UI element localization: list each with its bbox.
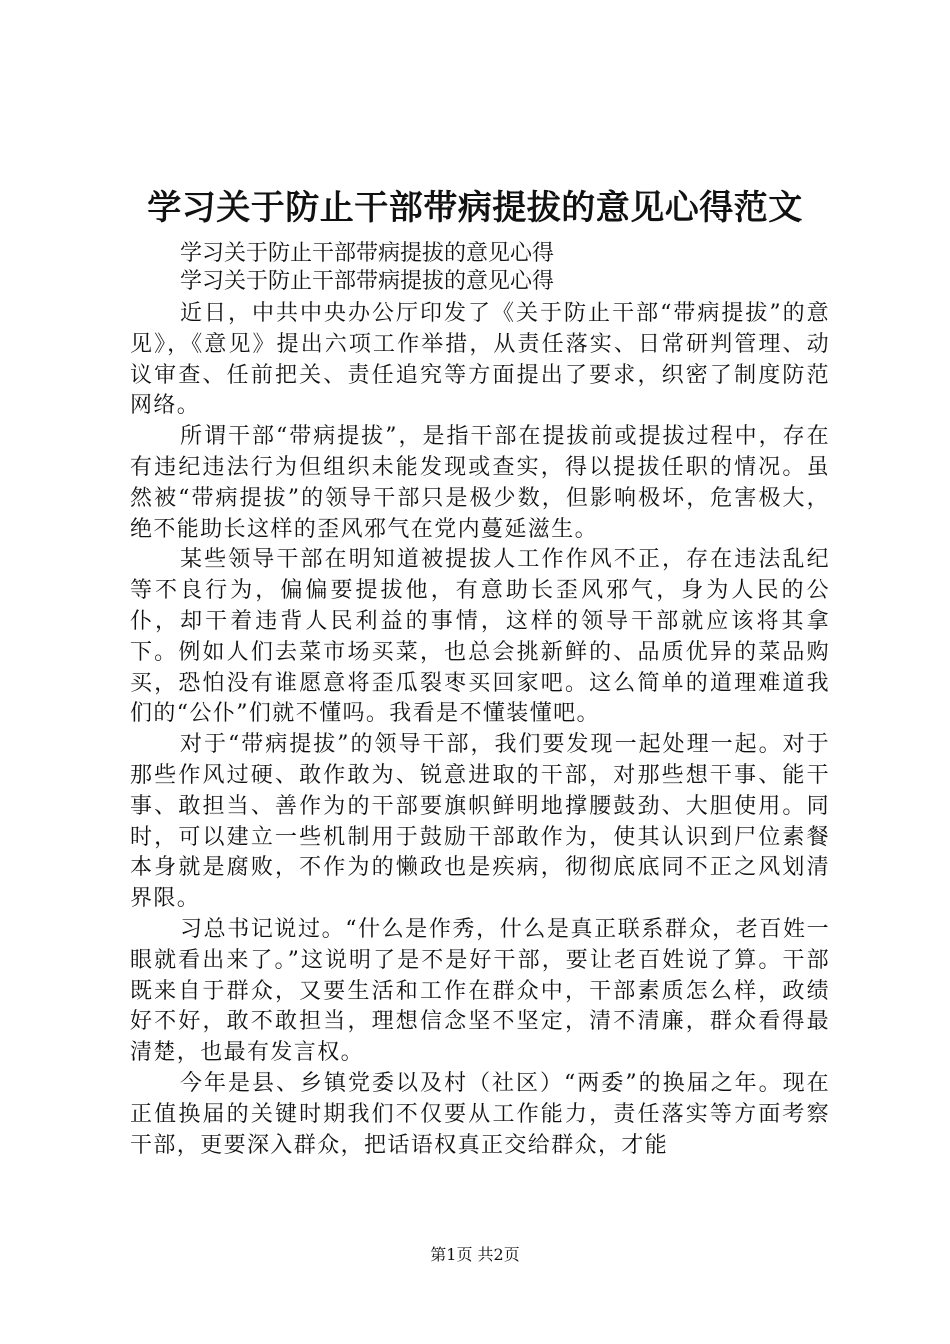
subtitle-line: 学习关于防止干部带病提拔的意见心得 xyxy=(180,241,555,266)
body-paragraph: 某些领导干部在明知道被提拔人工作作风不正，存在违法乱纪等不良行为，偏偏要提拔他，有意助长歪风邪气，身为人民的公仆，却干着违背人民利益的事情，这样的领导干部就应该将其拿下。例如人们去菜市场买菜，也总会挑新鲜的、品质优异的菜品购买，恐怕没有谁愿意将歪瓜裂枣买回家吧。这么简单的道理难道我们的“公仆”们就不懂吗。我看是不懂装懂吧。 xyxy=(130,547,830,727)
body-paragraph: 习总书记说过。“什么是作秀，什么是真正联系群众，老百姓一眼就看出来了。”这说明了是不是好干部，要让老百姓说了算。干部既来自于群众，又要生活和工作在群众中，干部素质怎么样，政绩好不好，敢不敢担当，理想信念坚不坚定，清不清廉，群众看得最清楚，也最有发言权。 xyxy=(130,916,830,1066)
body-paragraph: 近日，中共中央办公厅印发了《关于防止干部“带病提拔”的意见》，《意见》提出六项工作举措，从责任落实、日常研判管理、动议审查、任前把关、责任追究等方面提出了要求，织密了制度防范网络。 xyxy=(130,301,830,419)
body-paragraph: 对于“带病提拔”的领导干部，我们要发现一起处理一起。对于那些作风过硬、敢作敢为、锐意进取的干部，对那些想干事、能干事、敢担当、善作为的干部要旗帜鲜明地撑腰鼓劲、大胆使用。同时，可以建立一些机制用于鼓励干部敢作为，使其认识到尸位素餐本身就是腐败，不作为的懒政也是疾病，彻彻底底同不正之风划清界限。 xyxy=(130,732,830,912)
subtitle-line: 学习关于防止干部带病提拔的意见心得 xyxy=(180,269,555,294)
document-body xyxy=(130,240,830,1161)
document-title: 学习关于防止干部带病提拔的意见心得范文 xyxy=(147,188,803,228)
page-footer: 第1页 共2页 xyxy=(430,1245,520,1264)
body-paragraph: 今年是县、乡镇党委以及村（社区）“两委”的换届之年。现在正值换届的关键时期我们不仅要从工作能力，责任落实等方面考察干部，更要深入群众，把话语权真正交给群众，才能 xyxy=(130,1070,830,1158)
body-paragraph: 所谓干部“带病提拔”，是指干部在提拔前或提拔过程中，存在有违纪违法行为但组织未能发现或查实，得以提拔任职的情况。虽然被“带病提拔”的领导干部只是极少数，但影响极坏，危害极大，绝不能助长这样的歪风邪气在党内蔓延滋生。 xyxy=(130,424,830,542)
